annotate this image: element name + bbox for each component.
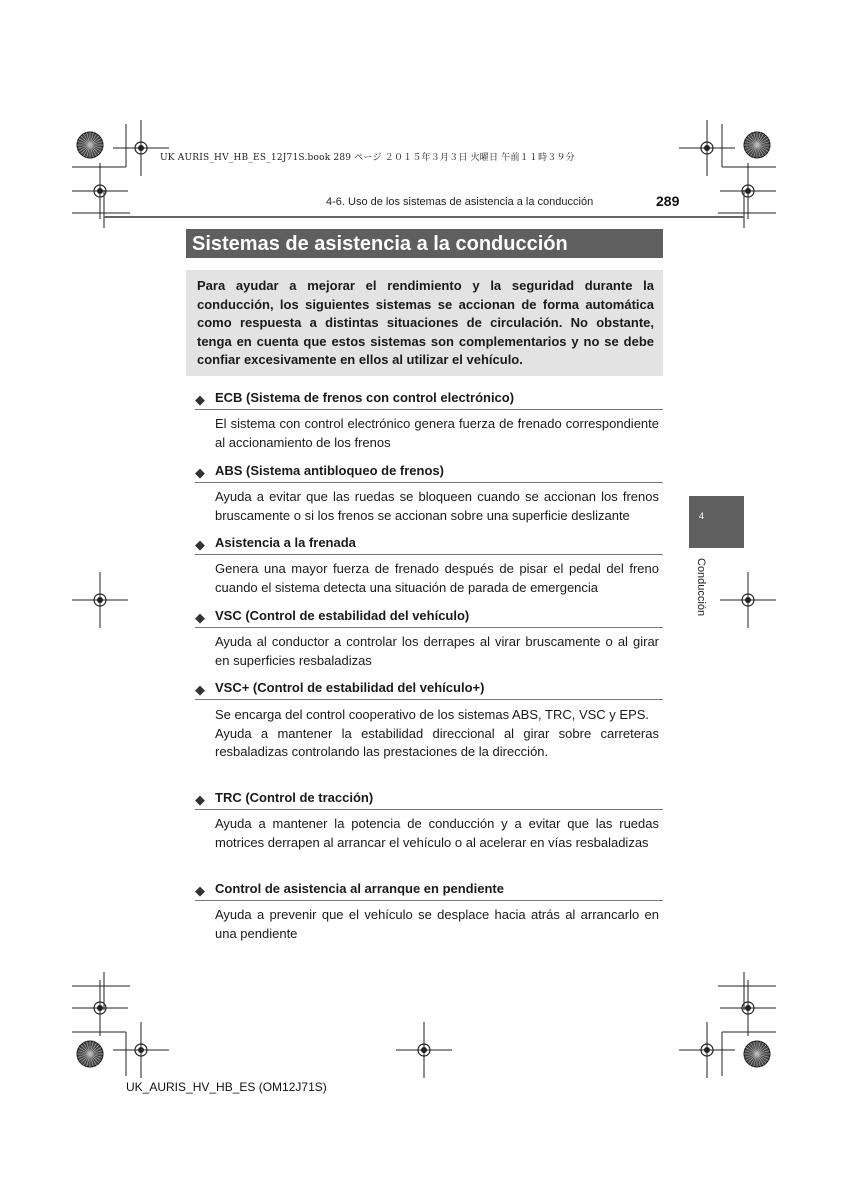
item-title: TRC (Control de tracción)	[215, 790, 374, 805]
item-heading	[195, 607, 663, 628]
item-heading	[195, 534, 663, 555]
item-title: Asistencia a la frenada	[215, 535, 356, 550]
item-paragraph: Ayuda a mantener la potencia de conducción y a evitar que las ruedas motrices derrapen al arrancar el vehículo o al acelerar en vías resbaladizas	[215, 816, 659, 850]
registration-dot-icon	[745, 188, 751, 194]
diamond-bullet-icon: ◆	[195, 465, 205, 480]
header-rule	[104, 216, 744, 218]
running-header: 4-6. Uso de los sistemas de asistencia a la conducción	[326, 196, 594, 208]
diamond-bullet-icon: ◆	[195, 792, 205, 807]
item-paragraph: Genera una mayor fuerza de frenado después de pisar el pedal del freno cuando el sistema detecta una situación de parada de emergencia	[215, 561, 659, 595]
registration-dot-icon	[745, 597, 751, 603]
registration-dot-icon	[138, 145, 144, 151]
footer-code: UK_AURIS_HV_HB_ES (OM12J71S)	[126, 1080, 327, 1094]
item-heading	[195, 462, 663, 483]
item-title: VSC+ (Control de estabilidad del vehículo+)	[215, 680, 485, 695]
item-body	[215, 815, 659, 852]
item-heading	[195, 389, 663, 410]
registration-dot-icon	[745, 1005, 751, 1011]
item-heading	[195, 679, 663, 700]
diamond-bullet-icon: ◆	[195, 682, 205, 697]
diamond-bullet-icon: ◆	[195, 610, 205, 625]
diamond-bullet-icon: ◆	[195, 537, 205, 552]
item-body	[215, 906, 659, 943]
print-info-line: UK AURIS_HV_HB_ES_12J71S.book 289 ページ ２０１５年３月３日 火曜日 午前１１時３９分	[160, 153, 575, 163]
item-body	[215, 415, 659, 452]
diamond-bullet-icon: ◆	[195, 883, 205, 898]
registration-dot-icon	[138, 1047, 144, 1053]
item-title: ECB (Sistema de frenos con control electrónico)	[215, 390, 515, 405]
page-title: Sistemas de asistencia a la conducción	[192, 233, 568, 255]
item-paragraph: Se encarga del control cooperativo de los sistemas ABS, TRC, VSC y EPS.	[215, 707, 650, 722]
item-body	[215, 633, 659, 670]
item-title: VSC (Control de estabilidad del vehículo)	[215, 608, 470, 623]
item-body	[215, 488, 659, 525]
item-title: ABS (Sistema antibloqueo de frenos)	[215, 463, 444, 478]
item-paragraph: Ayuda a evitar que las ruedas se bloqueen cuando se accionan los frenos bruscamente o si los frenos se accionan sobre una superficie deslizante	[215, 489, 659, 523]
chapter-tab	[689, 496, 744, 548]
registration-dot-icon	[704, 145, 710, 151]
item-heading	[195, 880, 663, 901]
item-paragraph: El sistema con control electrónico genera fuerza de frenado correspondiente al accionamiento de los frenos	[215, 416, 659, 450]
item-paragraph: Ayuda al conductor a controlar los derrapes al virar bruscamente o al girar en superficies resbaladizas	[215, 634, 659, 668]
intro-text: Para ayudar a mejorar el rendimiento y la seguridad durante la conducción, los siguientes sistemas se accionan de forma automática como respuesta a distintas situaciones de circulación. No obstante, tenga en cuenta que estos sistemas son complementarios y no se debe confiar excesivamente en ellos al utilizar el vehículo.	[197, 278, 654, 367]
item-paragraph: Ayuda a mantener la estabilidad direccional al girar sobre carreteras resbaladizas controlando las prestaciones de la dirección.	[215, 725, 659, 759]
registration-dot-icon	[97, 1005, 103, 1011]
registration-dot-icon	[97, 597, 103, 603]
item-heading	[195, 789, 663, 810]
item-title: Control de asistencia al arranque en pendiente	[215, 881, 504, 896]
page-number: 289	[656, 193, 680, 209]
registration-dot-icon	[704, 1047, 710, 1053]
item-paragraph: Ayuda a prevenir que el vehículo se desplace hacia atrás al arrancarlo en una pendiente	[215, 907, 659, 941]
registration-dot-icon	[421, 1047, 427, 1053]
item-body	[215, 560, 659, 597]
diamond-bullet-icon: ◆	[195, 392, 205, 407]
item-body	[215, 706, 659, 762]
registration-dot-icon	[97, 188, 103, 194]
chapter-label: Conducción	[695, 558, 707, 617]
chapter-number: 4	[699, 511, 705, 521]
